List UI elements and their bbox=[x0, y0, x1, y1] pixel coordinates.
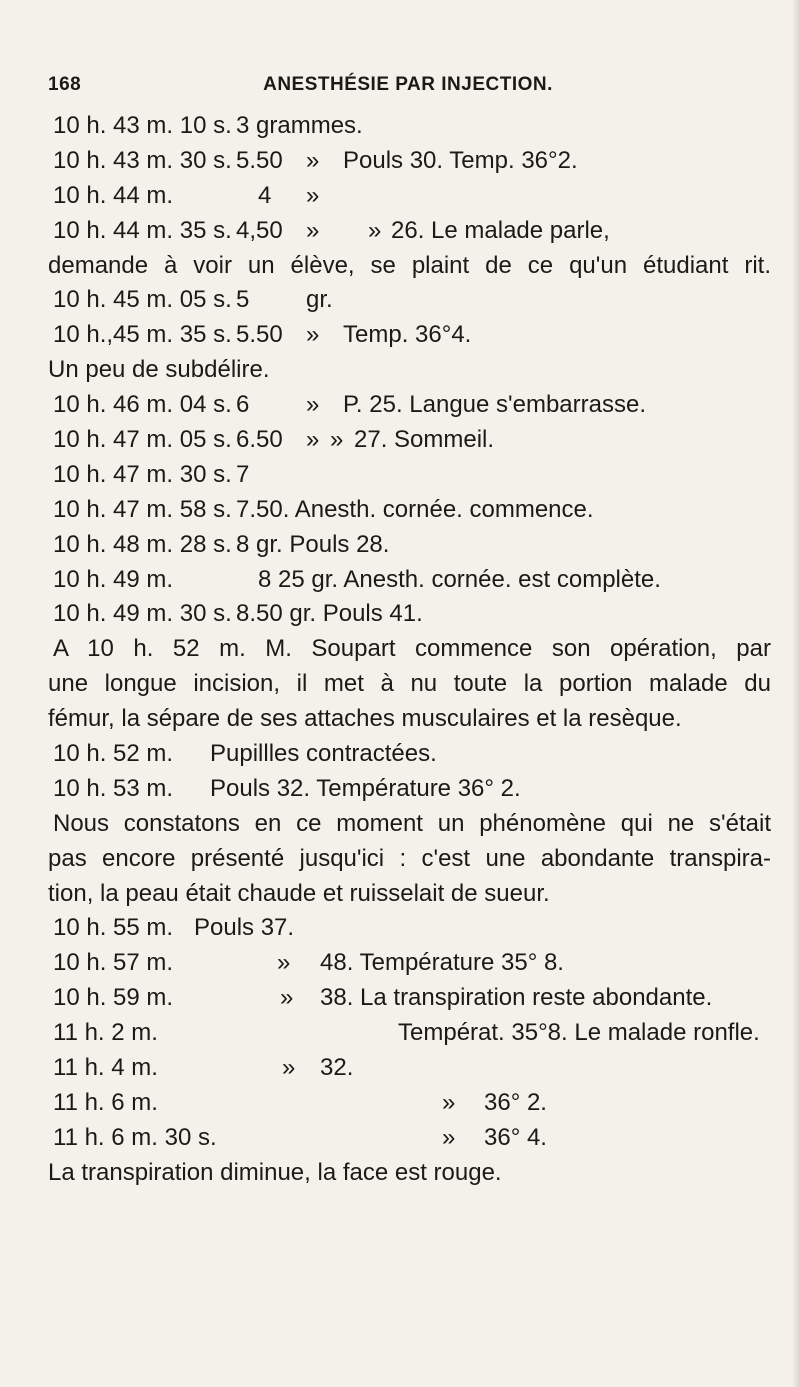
observation: P. 25. Langue s'embarrasse. bbox=[343, 391, 646, 419]
dose: 5.50 bbox=[236, 321, 283, 349]
observation: 32. bbox=[320, 1054, 354, 1082]
time-stamp: 10 h. 47 m. 58 s. bbox=[53, 495, 232, 523]
observation: 7.50. Anesth. cornée. commence. bbox=[236, 495, 594, 523]
ditto-mark: » bbox=[277, 949, 291, 977]
observation: 8 gr. Pouls 28. bbox=[236, 530, 390, 558]
dose: 3 grammes. bbox=[236, 112, 363, 139]
time-stamp: 11 h. 4 m. bbox=[53, 1054, 158, 1082]
ditto-mark: » bbox=[368, 216, 382, 244]
ditto-mark: » bbox=[306, 216, 320, 244]
ditto-mark: » bbox=[442, 1123, 456, 1151]
log-line bbox=[48, 179, 771, 214]
log-line bbox=[48, 563, 771, 598]
ditto-mark: » bbox=[330, 426, 344, 454]
page-header bbox=[48, 64, 768, 104]
log-line bbox=[48, 493, 771, 528]
dose: 6 bbox=[236, 391, 250, 419]
page-number: 168 bbox=[48, 74, 82, 95]
ditto-mark: » bbox=[306, 426, 320, 454]
text-line: demande à voir un élève, se plaint de ce qu'un étudiant rit. bbox=[48, 251, 771, 279]
log-line bbox=[48, 1086, 771, 1121]
dose: 7 bbox=[236, 460, 250, 488]
time-stamp: 10 h. 55 m. bbox=[53, 914, 174, 942]
paragraph-line: Nous constatons en ce moment un phénomène qui ne s'était bbox=[53, 809, 771, 837]
paragraph-line: A 10 h. 52 m. M. Soupart commence son opération, par bbox=[53, 635, 771, 663]
time-stamp: 10 h. 46 m. 04 s. bbox=[53, 391, 232, 419]
observation: Temp. 36°4. bbox=[343, 321, 472, 349]
paragraph-line: une longue incision, il met à nu toute la portion malade du bbox=[48, 670, 771, 698]
time-stamp: 10 h. 47 m. 30 s. bbox=[53, 460, 232, 488]
time-stamp: 10 h. 44 m. 35 s. bbox=[53, 216, 232, 244]
observation: 8.50 gr. Pouls 41. bbox=[236, 600, 423, 628]
log-line bbox=[48, 214, 771, 249]
log-line bbox=[48, 109, 771, 144]
time-stamp: 11 h. 6 m. 30 s. bbox=[53, 1123, 217, 1151]
time-stamp: 11 h. 6 m. bbox=[53, 1088, 158, 1116]
observation: 48. Température 35° 8. bbox=[320, 949, 564, 977]
time-stamp: 10 h. 52 m. bbox=[53, 740, 174, 768]
log-line bbox=[48, 144, 771, 179]
paragraph-line: tion, la peau était chaude et ruisselait de sueur. bbox=[48, 879, 550, 907]
log-line bbox=[48, 1016, 771, 1051]
ditto-mark: » bbox=[442, 1088, 456, 1116]
time-stamp: 10 h. 59 m. bbox=[53, 984, 174, 1012]
time-stamp: 10 h. 49 m. bbox=[53, 565, 174, 593]
observation: 36° 2. bbox=[484, 1088, 547, 1116]
observation: Pupillles contractées. bbox=[210, 740, 437, 768]
unit: gr. bbox=[306, 286, 333, 314]
log-line bbox=[48, 283, 771, 318]
ditto-mark: » bbox=[306, 181, 320, 209]
log-line bbox=[48, 597, 771, 632]
observation: Températ. 35°8. Le malade ronfle. bbox=[398, 1019, 760, 1047]
log-line bbox=[48, 981, 771, 1016]
log-line bbox=[48, 528, 771, 563]
text-line: Un peu de subdélire. bbox=[48, 356, 270, 384]
ditto-mark: » bbox=[282, 1054, 296, 1082]
time-stamp: 10 h. 44 m. bbox=[53, 181, 174, 209]
time-stamp: 10 h. 43 m. 10 s. bbox=[53, 112, 232, 139]
running-title: ANESTHÉSIE PAR INJECTION. bbox=[263, 74, 553, 95]
ditto-mark: » bbox=[306, 321, 320, 349]
observation: 38. La transpiration reste abondante. bbox=[320, 984, 713, 1012]
dose: 4 bbox=[258, 181, 272, 209]
log-line bbox=[48, 318, 771, 353]
log-line bbox=[48, 946, 771, 981]
dose: 4,50 bbox=[236, 216, 283, 244]
dose: 5 bbox=[236, 286, 250, 314]
log-line bbox=[48, 1051, 771, 1086]
ditto-mark: » bbox=[280, 984, 294, 1012]
log-line bbox=[48, 458, 771, 493]
observation: Pouls 30. Temp. 36°2. bbox=[343, 146, 578, 174]
text-line: La transpiration diminue, la face est rouge. bbox=[48, 1158, 502, 1186]
time-stamp: 10 h. 49 m. 30 s. bbox=[53, 600, 232, 628]
log-line bbox=[48, 772, 771, 807]
observation: Pouls 32. Température 36° 2. bbox=[210, 774, 521, 802]
time-stamp: 10 h. 53 m. bbox=[53, 774, 174, 802]
ditto-mark: » bbox=[306, 146, 320, 174]
page-body bbox=[48, 109, 771, 1191]
time-stamp: 10 h. 47 m. 05 s. bbox=[53, 426, 232, 454]
observation: 8 25 gr. Anesth. cornée. est complète. bbox=[258, 565, 661, 593]
time-stamp: 10 h. 43 m. 30 s. bbox=[53, 146, 232, 174]
log-line bbox=[48, 737, 771, 772]
dose: 5.50 bbox=[236, 146, 283, 174]
time-stamp: 10 h. 48 m. 28 s. bbox=[53, 530, 232, 558]
time-stamp: 11 h. 2 m. bbox=[53, 1019, 158, 1047]
observation: Pouls 37. bbox=[194, 914, 295, 942]
time-stamp: 10 h. 45 m. 05 s. bbox=[53, 286, 232, 314]
ditto-mark: » bbox=[306, 391, 320, 419]
paragraph-line: pas encore présenté jusqu'ici : c'est une abondante transpira- bbox=[48, 844, 771, 872]
observation: 27. Sommeil. bbox=[354, 426, 495, 454]
paragraph-line: fémur, la sépare de ses attaches musculaires et la resèque. bbox=[48, 705, 682, 733]
log-line bbox=[48, 1121, 771, 1156]
page-edge-shadow bbox=[792, 0, 800, 1387]
dose: 6.50 bbox=[236, 426, 283, 454]
time-stamp: 10 h.,45 m. 35 s. bbox=[53, 321, 232, 349]
observation: 26. Le malade parle, bbox=[391, 216, 610, 244]
time-stamp: 10 h. 57 m. bbox=[53, 949, 174, 977]
log-line bbox=[48, 423, 771, 458]
observation: 36° 4. bbox=[484, 1123, 547, 1151]
log-line bbox=[48, 911, 771, 946]
log-line bbox=[48, 388, 771, 423]
